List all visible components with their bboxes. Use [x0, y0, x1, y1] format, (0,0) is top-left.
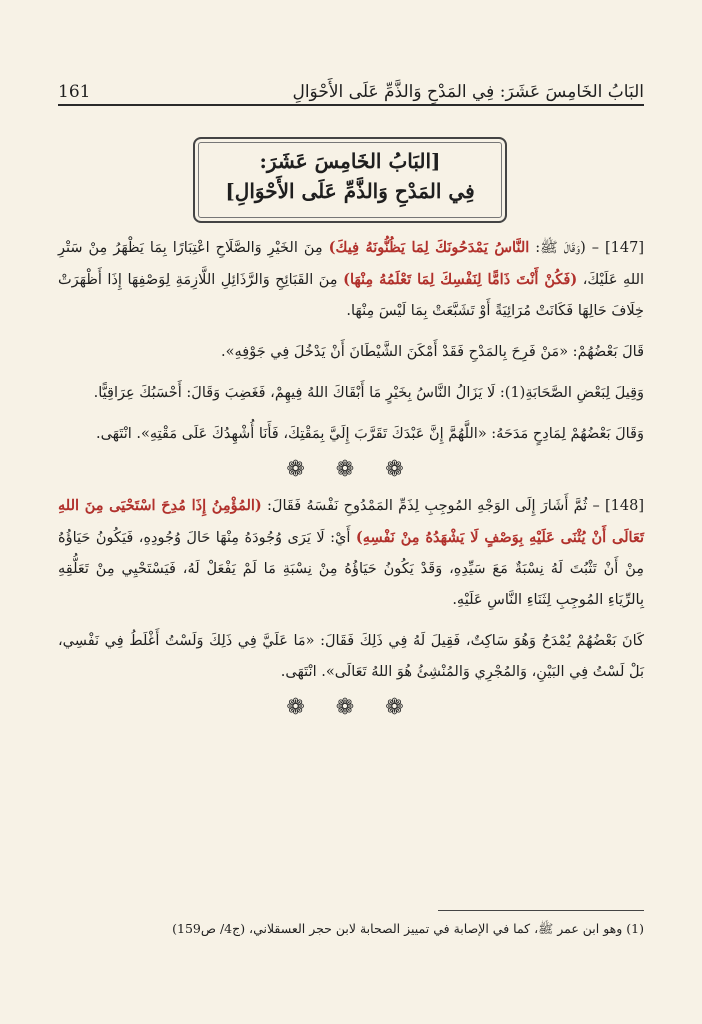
page-number: 161: [58, 82, 91, 102]
footnote: (1) وهو ابن عمر ﷺ، كما في الإصابة في تمييز الصحابة لابن حجر العسقلاني، (ج4/ ص159): [172, 921, 644, 936]
chapter-title-box: [193, 137, 507, 223]
saying-4: كَانَ بَعْضُهُمْ يُمْدَحُ وَهُوَ سَاكِتٌ، فَقِيلَ لَهُ فِي ذَلِكَ فَقَالَ: «مَا عَلَيَّ فِي ذَلِكَ وَلَسْتُ أَغْلَطُ فِي نَفْسِي، بَلْ لَسْتُ فِي البَيْنِ، وَالمُجْرِي وَالمُنْشِئُ هُوَ اللهُ تَعَالَى». انْتَهَى.: [58, 633, 644, 680]
paragraph-148-number: [148] – ثُمَّ أَشَارَ إِلَى الوَجْهِ المُوجِبِ لِذَمِّ المَمْدُوحِ نَفْسَهُ فَقَالَ:: [267, 498, 644, 514]
commentary-2: مِنَ القَبَائِحِ وَالرَّذَائِلِ اللَّازِمَةِ لِوَصْفِهَا إِذَا أَظْهَرَتْ خِلَافَ حَالِهَا فَكَانَتْ مُرَائِيَةً أَوْ تَشَبَّعَتْ بِمَا لَيْسَ مِنْهَا.: [58, 272, 644, 319]
commentary-1: مِنَ الخَيْرِ وَالصَّلَاحِ اعْتِبَارًا بِمَا يَظْهَرُ مِنْ سَتْرِ اللهِ عَلَيْكَ،: [58, 240, 645, 288]
saying-1: قَالَ بَعْضُهُمْ: «مَنْ فَرِحَ بِالمَدْحِ فَقَدْ أَمْكَنَ الشَّيْطَانَ أَنْ يَدْخُلَ فِي جَوْفِهِ».: [221, 344, 644, 360]
header-title: البَابُ الخَامِسَ عَشَرَ: فِي المَدْحِ وَالذَّمِّ عَلَى الأَحْوَالِ: [292, 82, 644, 102]
hadith-quote-3: (المُؤْمِنُ إِذَا مُدِحَ اسْتَحْيَى مِنَ اللهِ تَعَالَى أَنْ يُثْنَى عَلَيْهِ بِوَصْفٍ لَا يَشْهَدُهُ مِنْ نَفْسِهِ): [58, 497, 645, 546]
body-text: [58, 232, 644, 728]
chapter-title-line-1: [البَابُ الخَامِسَ عَشَرَ:: [259, 149, 441, 173]
saying-3: وَقَالَ بَعْضُهُمْ لِمَادِحٍ مَدَحَهُ: «اللَّهُمَّ إِنَّ عَبْدَكَ تَقَرَّبَ إِلَيَّ بِمَقْتِكَ، فَأَنَا أُشْهِدُكَ عَلَى مَقْتِهِ». انْتَهَى.: [95, 426, 644, 442]
commentary-3: أَيْ: لَا يَرَى وُجُودَهُ مِنْهَا حَالَ وُجُودِهِ، فَيَكُونُ حَيَاؤُهُ مِنْ أَنْ تَثْبُتَ لَهُ نِسْبَةٌ مَعَ سَيِّدِهِ، وَقَدْ يَكُونُ حَيَاؤُهُ مِنْ نِسْبَةِ مَا لَمْ يَفْعَلْ لَهُ، فَيَسْتَحْيِي مِنْ تَعَلُّقِهِ بِالرِّيَاءِ المُوجِبِ لِثَنَاءِ النَّاسِ عَلَيْهِ.: [58, 530, 644, 608]
hadith-quote-2: (فَكُنْ أَنْتَ ذَامًّا لِنَفْسِكَ لِمَا تَعْلَمُهُ مِنْهَا): [343, 271, 578, 288]
paragraph-148: [58, 490, 644, 616]
footnote-rule: [438, 910, 644, 911]
ornament-divider-1: ❁ ❁ ❁: [286, 457, 416, 482]
hadith-quote-1: النَّاسُ يَمْدَحُونَكَ لِمَا يَظُنُّونَهُ فِيكَ): [328, 239, 530, 256]
paragraph-147: [58, 232, 644, 327]
chapter-title-line-2: فِي المَدْحِ وَالذَّمِّ عَلَى الأَحْوَالِ]: [225, 179, 475, 203]
paragraph-147-number: [147] – (وَقَالَ ﷺ:: [535, 240, 645, 256]
saying-2: وَقِيلَ لِبَعْضِ الصَّحَابَةِ(1): لَا يَزَالُ النَّاسُ بِخَيْرٍ مَا أَبْقَاكَ اللهُ فِيهِمْ، فَغَضِبَ وَقَالَ: أَحْسَبُكَ عِرَاقِيًّا.: [93, 385, 644, 401]
running-header: [58, 66, 644, 102]
header-rule: [58, 104, 644, 106]
ornament-divider-2: ❁ ❁ ❁: [286, 695, 416, 720]
